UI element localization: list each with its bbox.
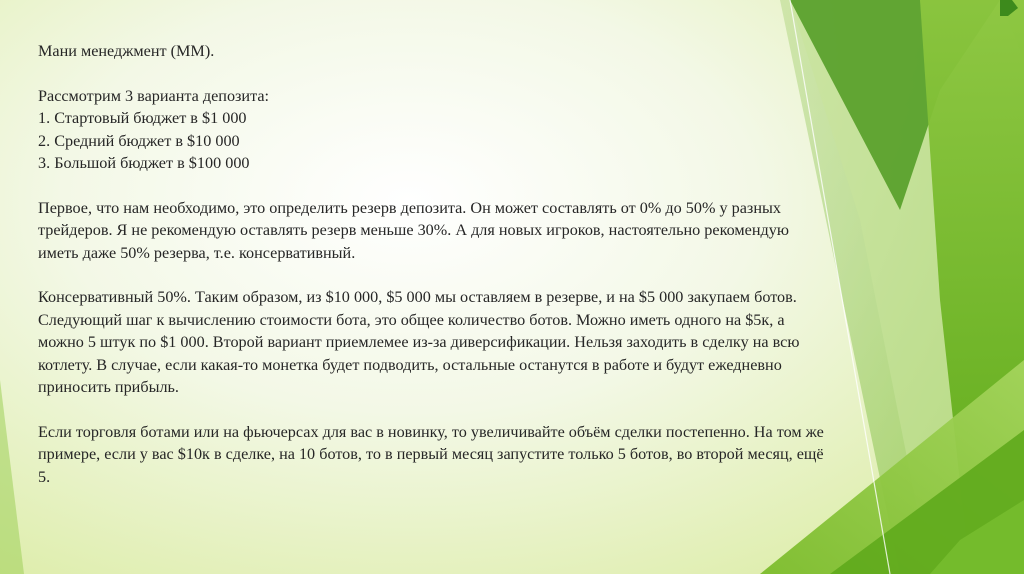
left-green-shape	[0, 380, 24, 574]
slide-title: Мани менеджмент (ММ).	[38, 42, 215, 60]
paragraph-line: Консервативный 50%. Таким образом, из $10 000, $5 000 мы оставляем в резерве, и на $5 000 закупаем ботов.	[38, 288, 797, 307]
paragraph-line: трейдеров. Я не рекомендую оставлять резерв меньше 30%. А для новых игроков, настоятельно рекомендую	[38, 221, 789, 240]
paragraph-line: Первое, что нам необходимо, это определить резерв депозита. Он может составлять от 0% до 50% у разных	[38, 198, 781, 217]
intro-text: Рассмотрим 3 варианта депозита:	[38, 86, 270, 105]
paragraph-line: приносить прибыль.	[38, 378, 179, 397]
list-item: 3. Большой бюджет в $100 000	[38, 154, 250, 173]
paragraph-line: примере, если у вас $10к в сделке, на 10 ботов, то в первый месяц запустите только 5 ботов, во второй месяц, ещё	[38, 445, 824, 464]
paragraph-line: котлету. В случае, если какая-то монетка будет подводить, остальные останутся в работе и будут ежедневно	[38, 355, 782, 374]
slide-text-body	[38, 40, 958, 488]
paragraph-line: 5.	[38, 467, 51, 486]
list-item: 2. Средний бюджет в $10 000	[38, 131, 240, 150]
list-item: 1. Стартовый бюджет в $1 000	[38, 109, 247, 128]
paragraph-line: иметь даже 50% резерва, т.е. консервативный.	[38, 243, 356, 262]
paragraph-line: Если торговля ботами или на фьючерсах для вас в новинку, то увеличивайте объём сделки постепенно. На том же	[38, 422, 824, 441]
paragraph-line: можно 5 штук по $1 000. Второй вариант приемлемее из-за диверсификации. Нельзя заходить в сделку на всю	[38, 333, 800, 352]
paragraph-line: Следующий шаг к вычислению стоимости бота, это общее количество ботов. Можно иметь одного на $5к, а	[38, 310, 785, 329]
